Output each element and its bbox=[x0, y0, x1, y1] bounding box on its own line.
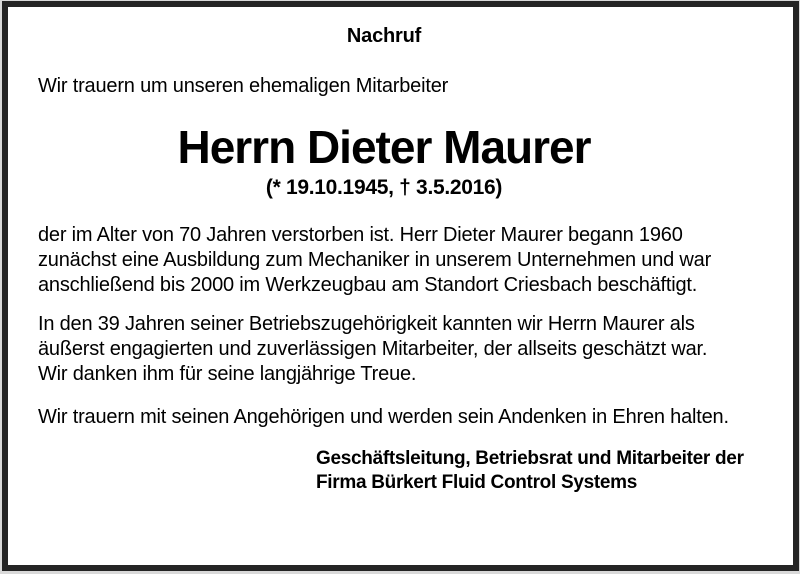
text-column bbox=[38, 24, 730, 430]
intro-line: Wir trauern um unseren ehemaligen Mitarbeiter bbox=[38, 75, 449, 97]
signature-block bbox=[316, 447, 793, 494]
notice-content bbox=[8, 7, 793, 494]
signature-line-1: Geschäftsleitung, Betriebsrat und Mitarbeiter der bbox=[316, 448, 744, 469]
deceased-name: Herrn Dieter Maurer bbox=[177, 121, 591, 173]
notice-kicker: Nachruf bbox=[346, 25, 422, 47]
obituary-notice bbox=[2, 1, 799, 571]
birth-death-dates: (* 19.10.1945, † 3.5.2016) bbox=[265, 176, 503, 199]
signature-line-2: Firma Bürkert Fluid Control Systems bbox=[316, 471, 638, 493]
paragraph-career: der im Alter von 70 Jahren verstorben ist. Herr Dieter Maurer begann 1960 zunächst eine Ausbildung zum Mechaniker in unserem Unternehmen und war anschließend bis 2000 im Werkzeugbau am Standort Criesbach beschäftigt. bbox=[38, 224, 712, 296]
paragraph-appreciation: In den 39 Jahren seiner Betriebszugehörigkeit kannten wir Herrn Maurer als äußerst engagierten und zuverlässigen Mitarbeiter, der allseits geschätzt war. Wir danken ihm für seine langjährige Treue. bbox=[38, 313, 708, 385]
paragraph-condolence: Wir trauern mit seinen Angehörigen und werden sein Andenken in Ehren halten. bbox=[38, 406, 729, 428]
